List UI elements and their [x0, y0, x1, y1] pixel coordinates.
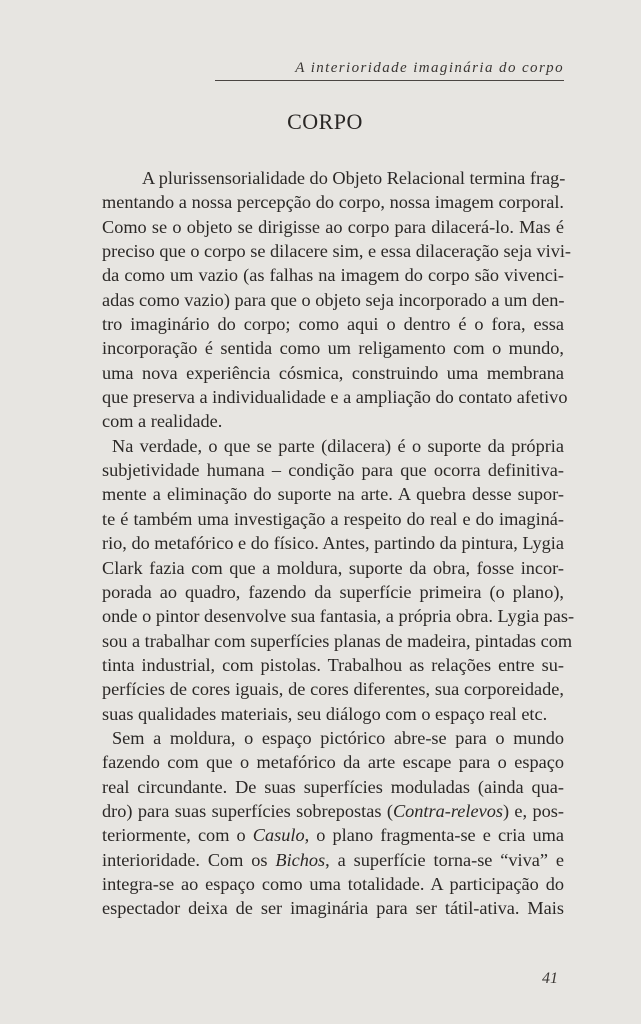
text-line: Sem a moldura, o espaço pictórico abre-se para o mundo: [112, 727, 564, 748]
text-line: adas como vazio) para que o objeto seja incorporado a um den-: [102, 289, 565, 310]
text-line: mentando a nossa percepção do corpo, nossa imagem corporal.: [102, 192, 564, 213]
text-line: Como se o objeto se dirigisse ao corpo para dilacerá-lo. Mas é: [102, 216, 564, 237]
paragraph: [90, 726, 564, 921]
text-line: Na verdade, o que se parte (dilacera) é o suporte da própria: [112, 435, 564, 456]
text-line: porada ao quadro, fazendo da superfície primeira (o plano),: [102, 581, 564, 602]
chapter-title: CORPO: [287, 109, 363, 134]
text-line: da como um vazio (as falhas na imagem do corpo são vivenci-: [102, 265, 564, 286]
text-line: fazendo com que o metafórico da arte escape para o espaço: [102, 752, 564, 773]
text-line: subjetividade humana – condição para que ocorra definitiva-: [102, 460, 564, 481]
text-line: uma nova experiência cósmica, construindo uma membrana: [102, 362, 564, 383]
text-line: mente a eliminação do suporte na arte. A quebra desse supor-: [102, 484, 564, 505]
running-head: A interioridade imaginária do corpo: [215, 60, 564, 81]
page-number: 41: [542, 970, 558, 987]
text-line: tro imaginário do corpo; como aqui o dentro é o fora, essa: [102, 314, 564, 335]
body-text: [90, 166, 575, 921]
text-line: suas qualidades materiais, seu diálogo com o espaço real etc.: [102, 703, 548, 724]
text-line: tinta industrial, com pistolas. Trabalhou as relações entre su-: [102, 654, 564, 675]
text-line: integra-se ao espaço como uma totalidade. A participação do: [102, 873, 564, 894]
text-line: interioridade. Com os Bichos, a superfície torna-se “viva” e: [102, 849, 564, 870]
text-line: espectador deixa de ser imaginária para ser tátil-ativa. Mais: [102, 898, 564, 919]
text-line: te é também uma investigação a respeito do real e do imaginá-: [102, 508, 564, 529]
paragraph: [90, 166, 572, 434]
text-line: perfícies de cores iguais, de cores diferentes, sua corporeidade,: [102, 679, 564, 700]
text-line: preciso que o corpo se dilacere sim, e essa dilaceração seja vivi-: [102, 241, 572, 262]
text-line: teriormente, com o Casulo, o plano fragmenta-se e cria uma: [102, 825, 564, 846]
text-line: com a realidade.: [102, 411, 223, 432]
text-line: rio, do metafórico e do físico. Antes, partindo da pintura, Lygia: [102, 533, 564, 554]
text-line: sou a trabalhar com superfícies planas de madeira, pintadas com: [102, 630, 573, 651]
text-line: dro) para suas superfícies sobrepostas (Contra-relevos) e, pos-: [102, 800, 564, 821]
text-line: Clark fazia com que a moldura, suporte da obra, fosse incor-: [102, 557, 564, 578]
text-line: incorporação é sentida como um religamento com o mundo,: [102, 338, 564, 359]
text-line: A plurissensorialidade do Objeto Relacional termina frag-: [142, 168, 566, 188]
text-line: que preserva a individualidade e a ampliação do contato afetivo: [102, 387, 568, 408]
text-line: onde o pintor desenvolve sua fantasia, a própria obra. Lygia pas-: [102, 606, 575, 627]
paragraph: [90, 434, 575, 726]
text-line: real circundante. De suas superfícies moduladas (ainda qua-: [102, 776, 564, 797]
